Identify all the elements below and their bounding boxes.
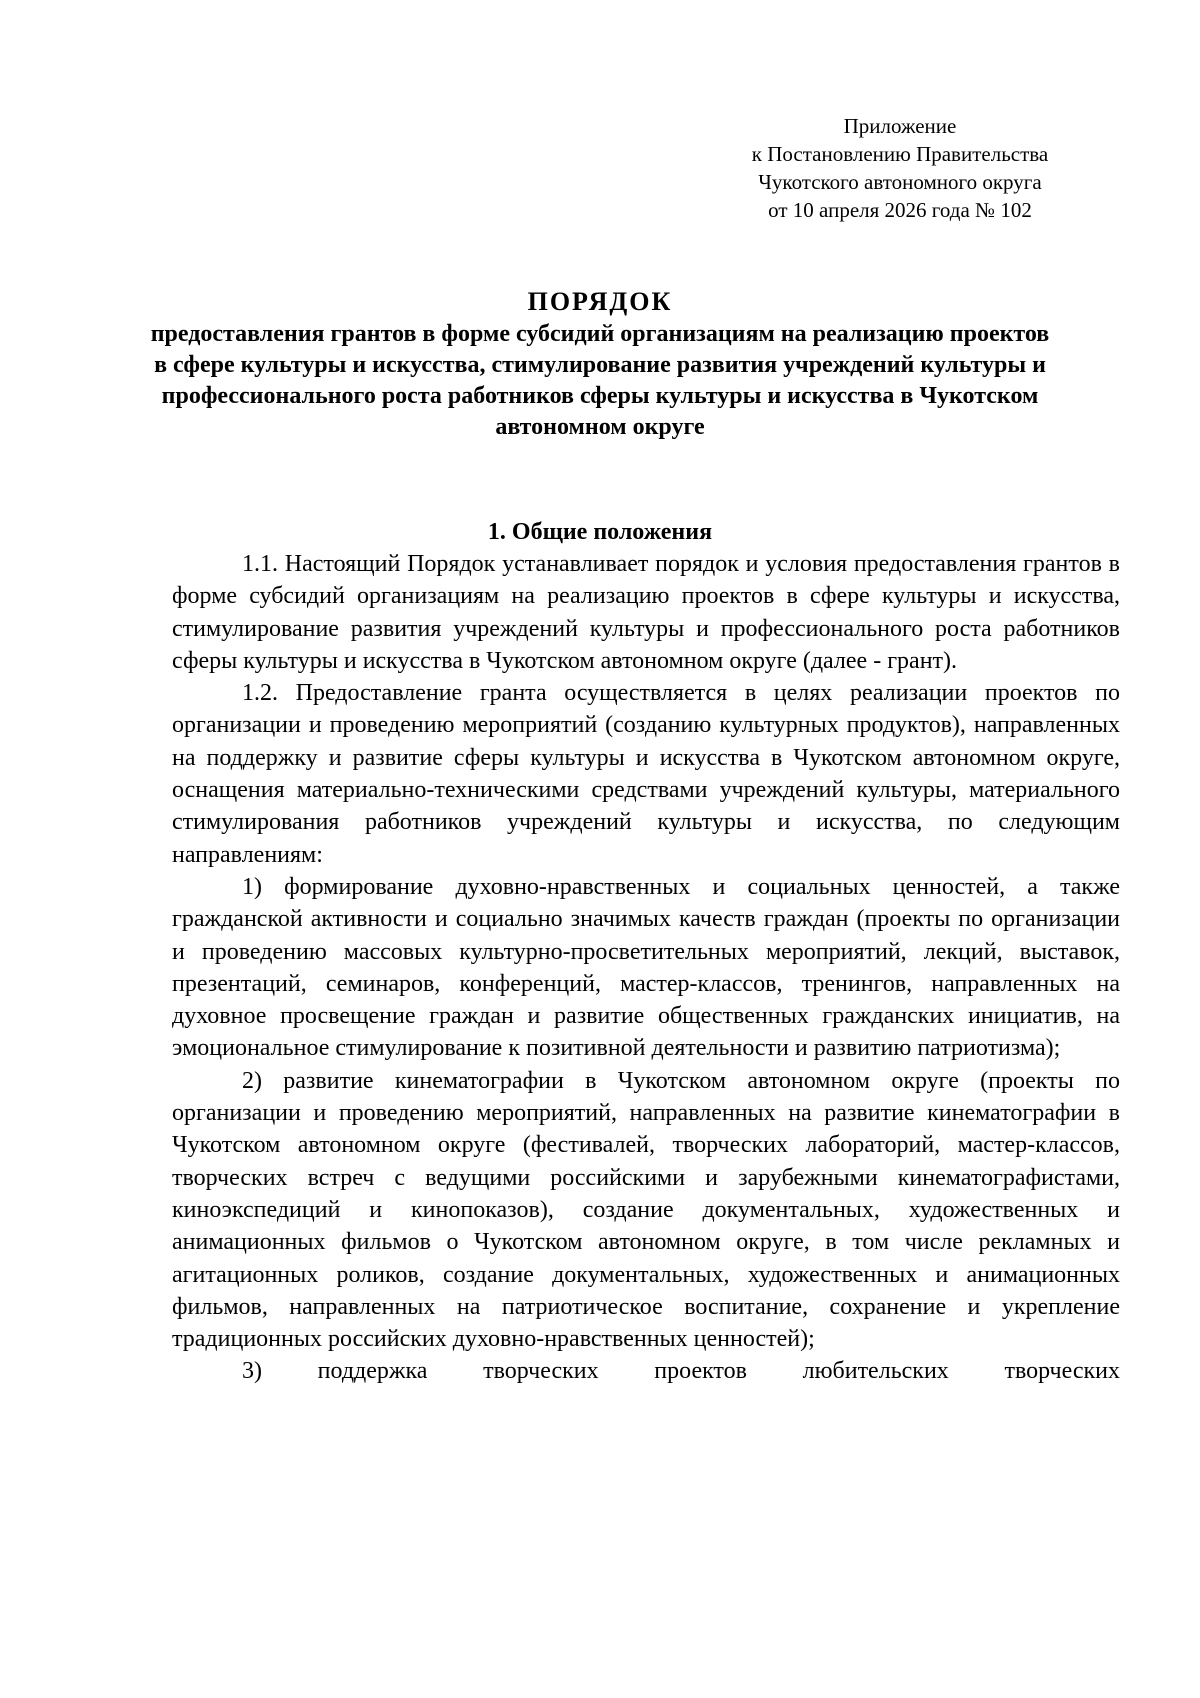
title-main: ПОРЯДОК	[527, 287, 673, 316]
section-heading: 1. Общие положения	[487, 519, 713, 545]
appendix-block	[720, 112, 1080, 224]
appendix-line-3: Чукотского автономного округа	[758, 170, 1042, 194]
appendix-line-1: Приложение	[843, 114, 957, 138]
paragraph-item-3: 3) поддержка творческих проектов любительских творческих	[242, 1358, 1120, 1385]
paragraph-1-2: 1.2. Предоставление гранта осуществляется в целях реализации проектов по организации и проведению мероприятий (созданию культурных продуктов), направленных на поддержку и развитие сферы культуры и искусства в Чукотском автономном округе, оснащения материально-техническими средствами учреждений культуры, материального стимулирования работников учреждений культуры и искусства, по следующим направлениям:	[172, 680, 1120, 868]
document-title	[150, 285, 1050, 443]
paragraph-1-1: 1.1. Настоящий Порядок устанавливает порядок и условия предоставления грантов в форме субсидий организациям на реализацию проектов в сфере культуры и искусства, стимулирование развития учреждений культуры и профессионального роста работников сферы культуры и искусства в Чукотском автономном округе (далее - грант).	[172, 551, 1120, 674]
appendix-line-2: к Постановлению Правительства	[751, 142, 1049, 166]
section-body	[172, 548, 1120, 1388]
paragraph-item-2: 2) развитие кинематографии в Чукотском автономном округе (проекты по организации и проведению мероприятий, направленных на развитие кинематографии в Чукотском автономном округе (фестивалей, творческих лабораторий, мастер-классов, творческих встреч с ведущими российскими и зарубежными кинематографистами, киноэкспедиций и кинопоказов), создание документальных, художественных и анимационных фильмов о Чукотском автономном округе, в том числе рекламных и агитационных роликов, создание документальных, художественных и анимационных фильмов, направленных на патриотическое воспитание, сохранение и укрепление традиционных российских духовно-нравственных ценностей);	[172, 1067, 1120, 1353]
appendix-line-4: от 10 апреля 2026 года № 102	[768, 198, 1032, 222]
paragraph-item-1: 1) формирование духовно-нравственных и социальных ценностей, а также гражданской активности и социально значимых качеств граждан (проекты по организации и проведению массовых культурно-просветительных мероприятий, лекций, выставок, презентаций, семинаров, конференций, мастер-классов, тренингов, направленных на духовное просвещение граждан и развитие общественных гражданских инициатив, на эмоциональное стимулирование к позитивной деятельности и развитию патриотизма);	[172, 873, 1120, 1062]
title-subtitle: предоставления грантов в форме субсидий организациям на реализацию проектов в сфере культуры и искусства, стимулирование развития учреждений культуры и профессионального роста работников сферы культуры и искусства в Чукотском автономном округе	[150, 321, 1050, 440]
